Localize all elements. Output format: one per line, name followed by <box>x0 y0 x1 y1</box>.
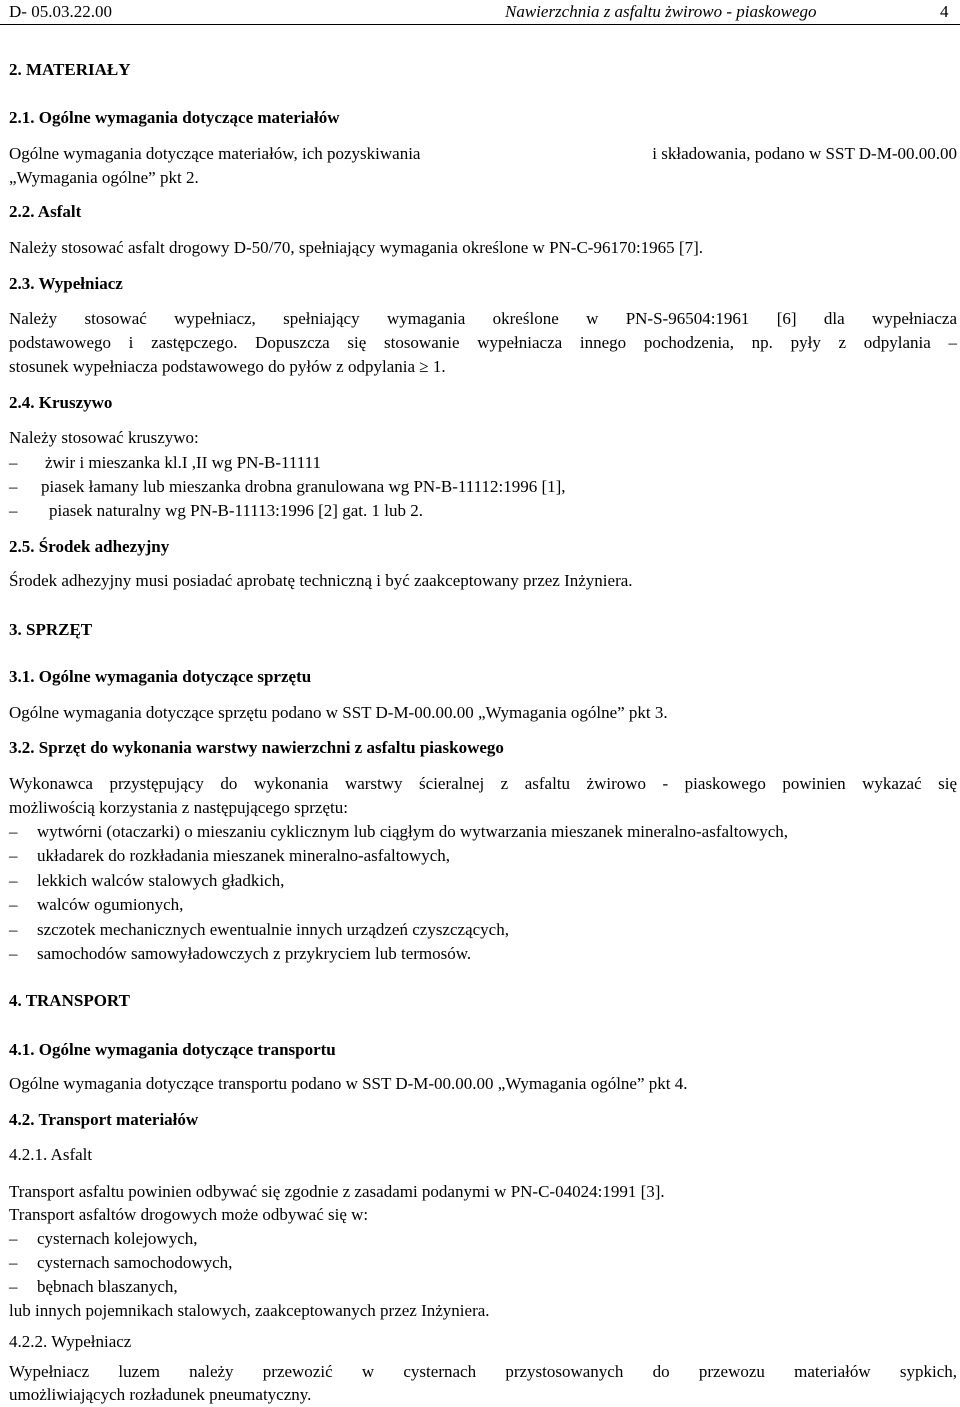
section-2-1-heading: 2.1. Ogólne wymagania dotyczące materiałów <box>9 108 340 127</box>
list-item <box>9 918 957 942</box>
list-item <box>9 1275 957 1299</box>
section-2-3-line-2: podstawowego i zastępczego. Dopuszcza się stosowanie wypełniacza innego pochodzenia, np. pyły z odpylania – <box>9 333 957 352</box>
section-2-4-intro: Należy stosować kruszywo: <box>9 428 199 447</box>
list-item-text: bębnach blaszanych, <box>37 1277 178 1296</box>
dash-marker: – <box>9 501 18 520</box>
list-item <box>9 499 957 523</box>
list-item <box>9 1227 957 1251</box>
list-item-text: żwir i mieszanka kl.I ,II wg PN-B-11111 <box>45 453 322 472</box>
section-4-2-heading: 4.2. Transport materiałów <box>9 1110 199 1129</box>
list-item <box>9 1251 957 1275</box>
section-2-2-heading: 2.2. Asfalt <box>9 202 82 221</box>
list-item-text: samochodów samowyładowczych z przykryciem lub termosów. <box>37 944 472 963</box>
list-item <box>9 942 957 966</box>
section-4-2-1-tail: lub innych pojemnikach stalowych, zaakceptowanych przez Inżyniera. <box>9 1301 490 1320</box>
section-3-2-line-2: możliwością korzystania z następującego sprzętu: <box>9 798 348 817</box>
list-item <box>9 869 957 893</box>
list-item-text: cysternach samochodowych, <box>37 1253 233 1272</box>
section-4-1-heading: 4.1. Ogólne wymagania dotyczące transportu <box>9 1040 336 1059</box>
page-number: 4 <box>940 2 949 21</box>
section-4-2-2-line-2: umożliwiających rozładunek pneumatyczny. <box>9 1385 312 1404</box>
section-4-2-1-line-1: Transport asfaltu powinien odbywać się zgodnie z zasadami podanymi w PN-C-04024:1991 [3]. <box>9 1182 665 1201</box>
section-3-1-text: Ogólne wymagania dotyczące sprzętu podano w SST D-M-00.00.00 „Wymagania ogólne” pkt 3. <box>9 703 668 722</box>
section-4-heading: 4. TRANSPORT <box>9 991 130 1010</box>
section-3-1-heading: 3.1. Ogólne wymagania dotyczące sprzętu <box>9 667 312 686</box>
dash-marker: – <box>9 453 18 472</box>
section-2-1-line-1-left: Ogólne wymagania dotyczące materiałów, ich pozyskiwania <box>9 144 421 163</box>
dash-marker: – <box>9 477 18 496</box>
dash-marker: – <box>9 822 18 841</box>
list-item-text: lekkich walców stalowych gładkich, <box>37 871 285 890</box>
list-item-text: szczotek mechanicznych ewentualnie innych urządzeń czyszczących, <box>37 920 509 939</box>
section-2-3-line-1: Należy stosować wypełniacz, spełniający wymagania określone w PN-S-96504:1961 [6] dla wypełniacza <box>9 309 957 328</box>
dash-marker: – <box>9 1229 18 1248</box>
section-2-3-line-3: stosunek wypełniacza podstawowego do pyłów z odpylania ≥ 1. <box>9 357 446 376</box>
dash-marker: – <box>9 871 18 890</box>
list-item-text: wytwórni (otaczarki) o mieszaniu cyklicznym lub ciągłym do wytwarzania mieszanek mineralno-asfaltowych, <box>37 822 789 841</box>
list-item-text: piasek łamany lub mieszanka drobna granulowana wg PN-B-11112:1996 [1], <box>41 477 566 496</box>
list-item <box>9 451 957 475</box>
list-item <box>9 820 957 844</box>
dash-marker: – <box>9 1253 18 1272</box>
section-4-2-2-heading: 4.2.2. Wypełniacz <box>9 1332 132 1351</box>
section-3-heading: 3. SPRZĘT <box>9 620 93 639</box>
spec-code: D- 05.03.22.00 <box>9 2 112 21</box>
dash-marker: – <box>9 944 18 963</box>
list-item-text: cysternach kolejowych, <box>37 1229 198 1248</box>
section-2-5-heading: 2.5. Środek adhezyjny <box>9 537 170 556</box>
section-4-1-text: Ogólne wymagania dotyczące transportu podano w SST D-M-00.00.00 „Wymagania ogólne” pkt 4. <box>9 1074 688 1093</box>
section-2-5-text: Środek adhezyjny musi posiadać aprobatę techniczną i być zaakceptowany przez Inżyniera. <box>9 571 633 590</box>
section-4-2-2-line-1: Wypełniacz luzem należy przewozić w cysternach przystosowanych do przewozu materiałów sypkich, <box>9 1362 957 1381</box>
section-3-2-heading: 3.2. Sprzęt do wykonania warstwy nawierzchni z asfaltu piaskowego <box>9 738 504 757</box>
list-item-text: układarek do rozkładania mieszanek mineralno-asfaltowych, <box>37 846 451 865</box>
dash-marker: – <box>9 895 18 914</box>
list-item-text: walców ogumionych, <box>37 895 184 914</box>
dash-marker: – <box>9 846 18 865</box>
section-2-2-text: Należy stosować asfalt drogowy D-50/70, spełniający wymagania określone w PN-C-96170:1965 [7]. <box>9 238 704 257</box>
section-2-4-heading: 2.4. Kruszywo <box>9 393 113 412</box>
section-2-1-line-1-right: i składowania, podano w SST D-M-00.00.00 <box>652 144 957 163</box>
list-item-text: piasek naturalny wg PN-B-11113:1996 [2] gat. 1 lub 2. <box>49 501 423 520</box>
section-4-2-1-line-2: Transport asfaltów drogowych może odbywać się w: <box>9 1205 369 1224</box>
section-2-1-line-1 <box>9 142 957 166</box>
list-item <box>9 893 957 917</box>
dash-marker: – <box>9 920 18 939</box>
section-4-2-1-heading: 4.2.1. Asfalt <box>9 1145 93 1164</box>
list-item <box>9 844 957 868</box>
section-3-2-line-1: Wykonawca przystępujący do wykonania warstwy ścieralnej z asfaltu żwirowo - piaskowego powinien wykazać się <box>9 774 957 793</box>
spec-title: Nawierzchnia z asfaltu żwirowo - piaskowego <box>505 2 817 21</box>
section-2-1-line-2: „Wymagania ogólne” pkt 2. <box>9 168 199 187</box>
dash-marker: – <box>9 1277 18 1296</box>
list-item <box>9 475 957 499</box>
section-2-3-heading: 2.3. Wypełniacz <box>9 274 123 293</box>
section-2-heading: 2. MATERIAŁY <box>9 60 131 79</box>
running-header <box>0 0 960 25</box>
